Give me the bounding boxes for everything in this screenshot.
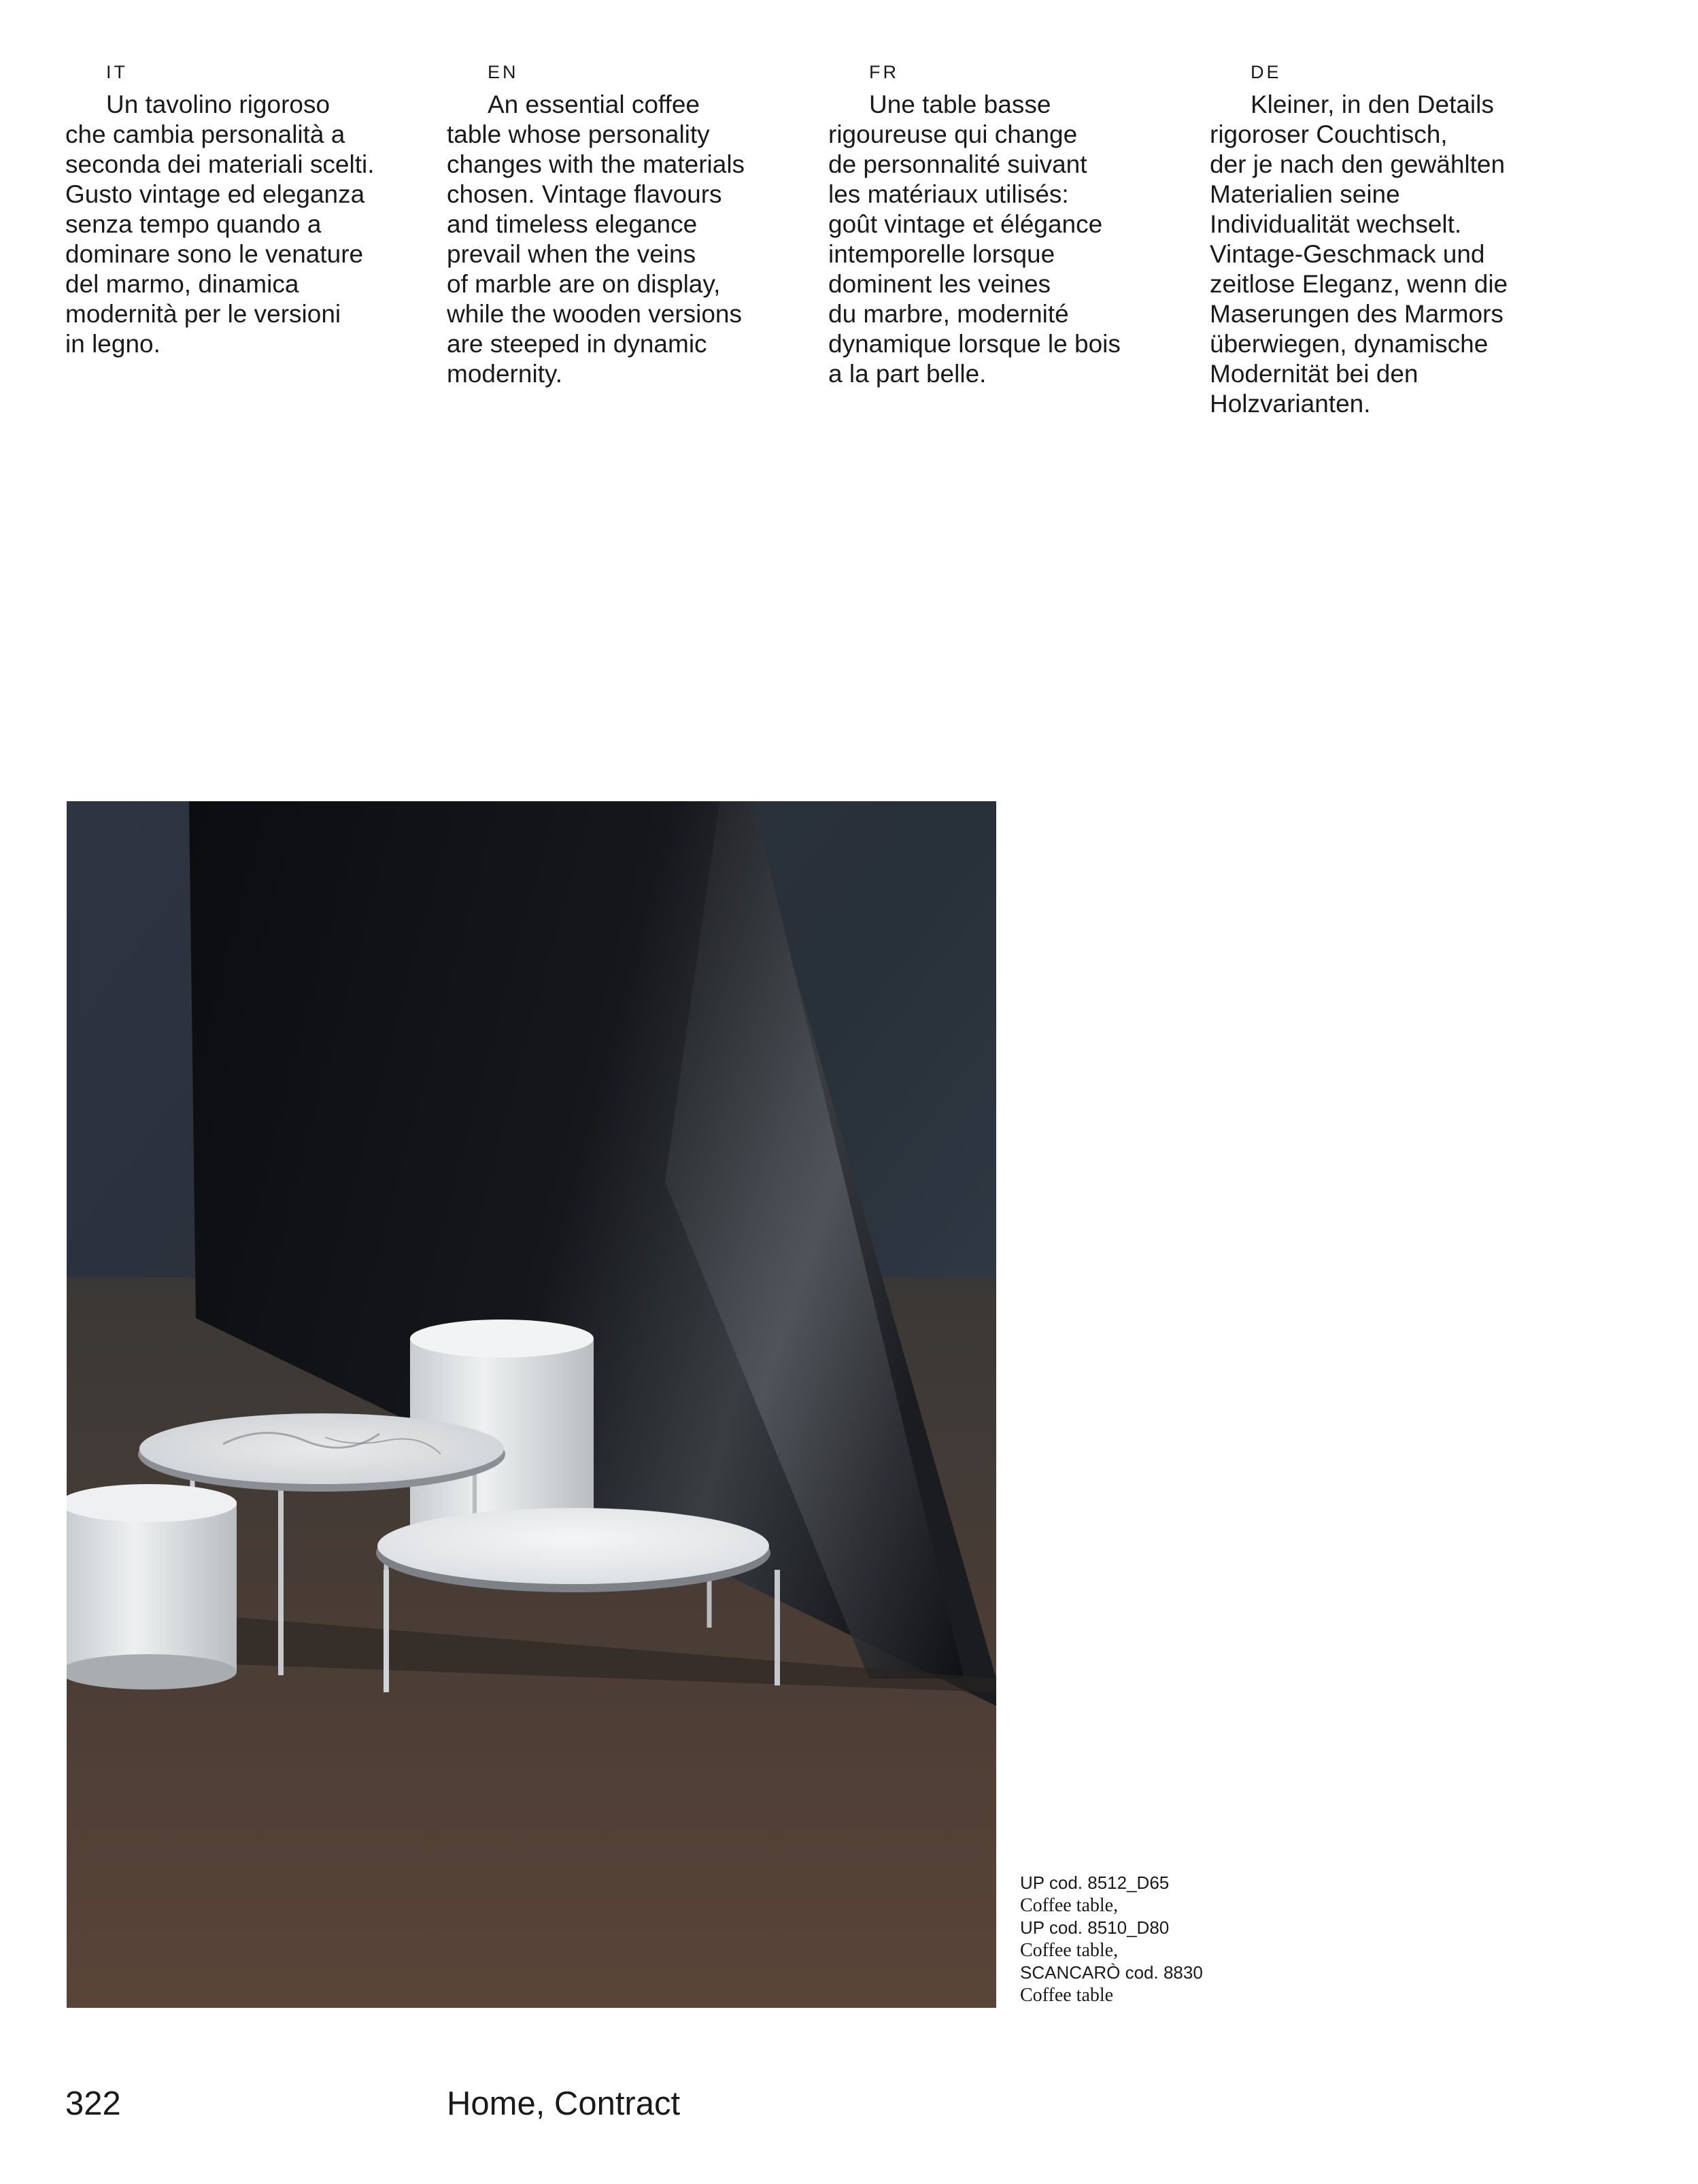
language-label: FR bbox=[869, 62, 899, 82]
description-paragraph: An essential coffee table whose personality changes with the materials chosen. Vintage flavours and timeless elegance prevail when the veins of marble are on display, while the wooden versions are steeped in dynamic modernity. bbox=[447, 90, 745, 388]
language-label: EN bbox=[488, 62, 519, 82]
description-paragraph: Kleiner, in den Details rigoroser Couchtisch, der je nach den gewählten Materialien seine Individualität wechselt. Vintage-Geschmack und zeitlose Eleganz, wenn die Maserungen des Marmors überwiegen, dynamische Modernität bei den Holzvarianten. bbox=[1210, 90, 1508, 418]
section-title: Home, Contract bbox=[447, 2085, 681, 2122]
description-paragraph: Une table basse rigoureuse qui change de personnalité suivant les matériaux utilisés: goût vintage et élégance intemporelle lorsque dominent les veines du marbre, modernité dynamique lorsque le bois a la part belle. bbox=[828, 90, 1121, 388]
caption-product-code: UP cod. 8510_D80 bbox=[1020, 1917, 1170, 1938]
page-number: 322 bbox=[65, 2085, 121, 2122]
product-caption bbox=[1020, 1872, 1306, 2006]
caption-product-type: Coffee table, bbox=[1020, 1940, 1119, 1961]
caption-product-type: Coffee table, bbox=[1020, 1895, 1119, 1916]
product-photo bbox=[67, 801, 996, 2008]
text-column-de bbox=[1210, 60, 1577, 419]
caption-product-code: UP cod. 8512_D65 bbox=[1020, 1872, 1170, 1893]
caption-product-type: Coffee table bbox=[1020, 1985, 1114, 2006]
language-label: IT bbox=[106, 62, 128, 82]
description-paragraph: Un tavolino rigoroso che cambia personalità a seconda dei materiali scelti. Gusto vintage ed eleganza senza tempo quando a dominare sono le venature del marmo, dinamica modernità per le versioni in legno. bbox=[65, 90, 375, 358]
text-column-it bbox=[65, 60, 432, 359]
language-label: DE bbox=[1251, 62, 1282, 82]
text-column-fr bbox=[828, 60, 1195, 389]
caption-product-code: SCANCARÒ cod. 8830 bbox=[1020, 1962, 1203, 1983]
text-column-en bbox=[447, 60, 814, 389]
